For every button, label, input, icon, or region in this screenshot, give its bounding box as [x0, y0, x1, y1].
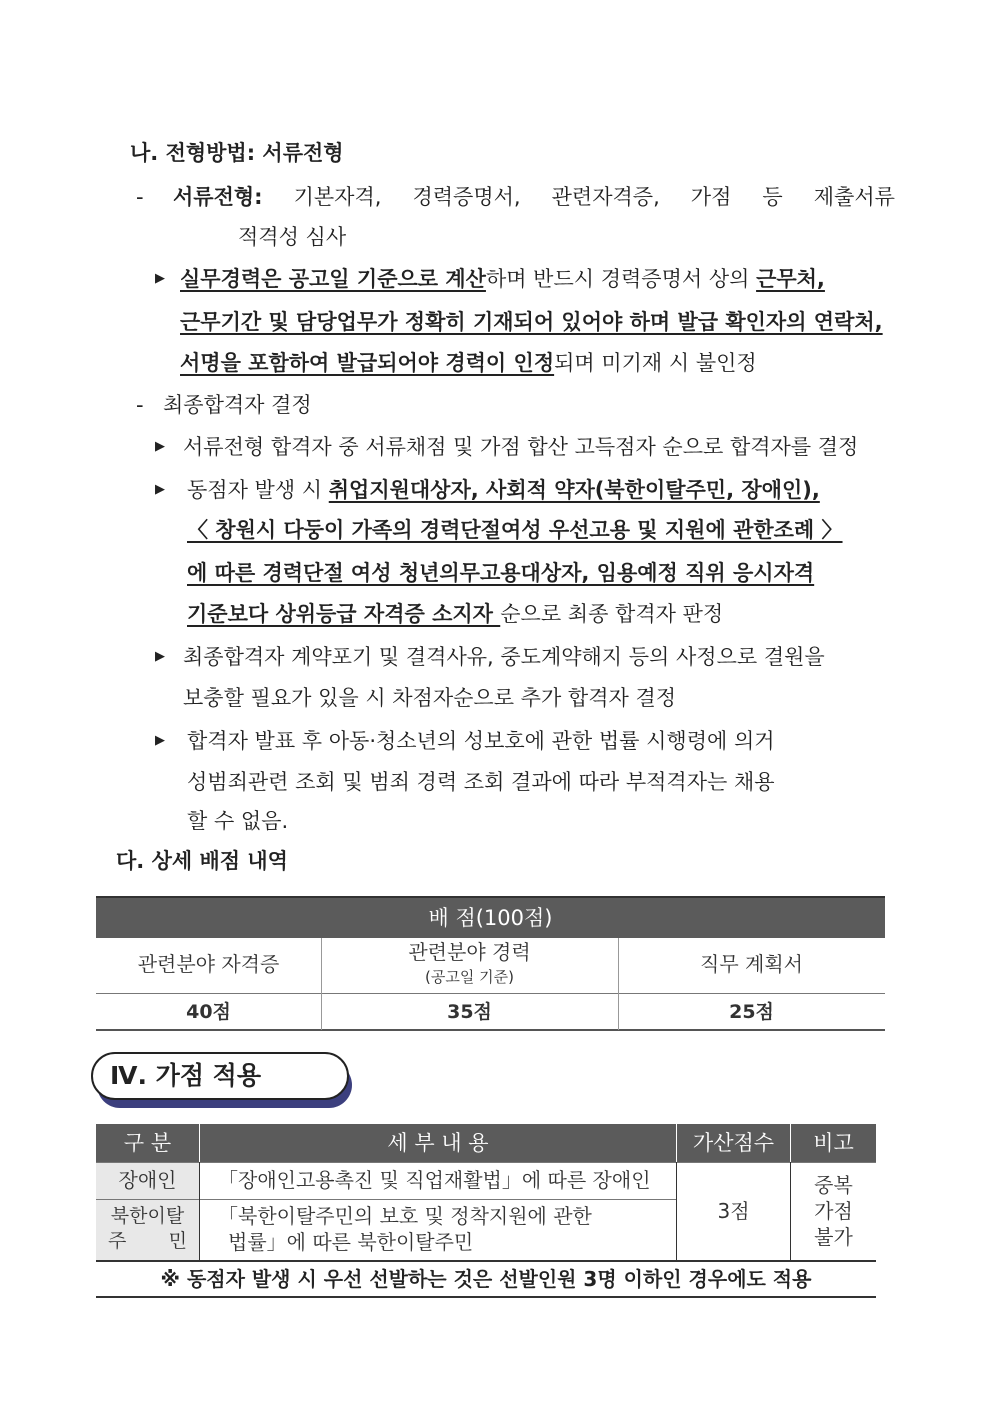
bonus-note-line-3: 불가 [814, 1225, 853, 1249]
final-bullet-2-line-3: 에 따른 경력단절 여성 청년의무고용대상자, 임용예정 직위 응시자격 [187, 561, 815, 585]
score-col-experience-sub: (공고일 기준) [425, 968, 514, 986]
score-col-experience: 관련분야 경력 [408, 940, 531, 964]
experience-line-1: 실무경력은 공고일 기준으로 계산하며 반드시 경력증명서 상의 근무처, [180, 267, 825, 291]
doc-review-label: 서류전형 [173, 185, 255, 209]
bonus-note-line-2: 가점 [814, 1199, 853, 1223]
bonus-row-defector-category-1: 북한이탈 [110, 1205, 185, 1227]
doc-review-line: 서류전형: 기본자격, 경력증명서, 관련자격증, 가점 등 제출서류 [173, 185, 895, 209]
bonus-row-defector-category-2: 주 민 [108, 1230, 187, 1252]
final-bullet-4-line-3: 할 수 없음. [187, 809, 289, 833]
bonus-row-defector-detail-1: 「북한이탈주민의 보호 및 정착지원에 관한 [218, 1204, 592, 1228]
final-bullet-3-line-1: 최종합격자 계약포기 및 결격사유, 중도계약해지 등의 사정으로 결원을 [183, 645, 825, 669]
doc-word: 관련자격증, [551, 185, 660, 209]
doc-word: 제출서류 [813, 185, 895, 209]
table-divider [96, 1260, 876, 1262]
table-divider [96, 1029, 885, 1031]
doc-review-line-2: 적격성 심사 [238, 225, 347, 249]
bonus-note-line-1: 중복 [814, 1173, 853, 1197]
bonus-header-note: 비고 [791, 1124, 876, 1162]
experience-line-2: 근무기간 및 담당업무가 정확히 기재되어 있어야 하며 발급 확인자의 연락처, [180, 310, 883, 334]
score-col-job-plan: 직무 계획서 [700, 952, 803, 976]
score-value-job-plan: 25점 [729, 1001, 774, 1023]
doc-word: 기본자격, [293, 185, 382, 209]
score-value-experience: 35점 [447, 1001, 492, 1023]
tie-break-footnote: ※ 동점자 발생 시 우선 선발하는 것은 선발인원 3명 이하인 경우에도 적용 [160, 1267, 812, 1291]
triangle-bullet-icon: ▶ [155, 649, 165, 664]
table-divider [96, 1162, 876, 1163]
experience-line-3: 서명을 포함하여 발급되어야 경력이 인정되며 미기재 시 불인정 [180, 351, 757, 375]
final-bullet-4-line-1: 합격자 발표 후 아동·청소년의 성보호에 관한 법률 시행령에 의거 [187, 729, 775, 753]
bonus-row-disabled-detail: 「장애인고용촉진 및 직업재활법」에 따른 장애인 [218, 1168, 651, 1192]
doc-word: 등 [762, 185, 783, 209]
dash-marker: - [136, 185, 144, 209]
triangle-bullet-icon: ▶ [155, 271, 165, 286]
doc-word: 경력증명서, [412, 185, 521, 209]
dash-marker: - [136, 393, 144, 417]
final-bullet-2-line-4: 기준보다 상위등급 자격증 소지자 순으로 최종 합격자 판정 [187, 602, 724, 626]
triangle-bullet-icon: ▶ [155, 482, 165, 497]
final-bullet-3-line-2: 보충할 필요가 있을 시 차점자순으로 추가 합격자 결정 [183, 686, 677, 710]
bonus-row-disabled-category: 장애인 [118, 1168, 177, 1192]
doc-word: 가점 [690, 185, 732, 209]
section-title-selection-method: 나. 전형방법: 서류전형 [130, 141, 344, 165]
final-bullet-4-line-2: 성범죄관련 조회 및 범죄 경력 조회 결과에 따라 부적격자는 채용 [187, 770, 775, 794]
bonus-header-points: 가산점수 [677, 1124, 790, 1162]
final-bullet-2-line-2: 〈 창원시 다둥이 가족의 경력단절여성 우선고용 및 지원에 관한조례 〉 [187, 518, 843, 542]
final-bullet-2-line-1: 동점자 발생 시 취업지원대상자, 사회적 약자(북한이탈주민, 장애인), [187, 478, 820, 502]
bonus-points-value: 3점 [717, 1199, 750, 1223]
score-table-header: 배 점(100점) [96, 896, 885, 938]
bonus-header-category: 구 분 [96, 1124, 199, 1162]
table-divider [199, 1162, 200, 1261]
score-value-certificate: 40점 [186, 1001, 231, 1023]
bonus-row-defector-detail-2: 법률」에 따른 북한이탈주민 [228, 1230, 474, 1254]
table-divider [96, 993, 885, 994]
section-title-bonus: Ⅳ. 가점 적용 [110, 1061, 261, 1090]
final-bullet-1: 서류전형 합격자 중 서류채점 및 가점 합산 고득점자 순으로 합격자를 결정 [183, 435, 859, 459]
bonus-header-detail: 세 부 내 용 [200, 1124, 676, 1162]
triangle-bullet-icon: ▶ [155, 439, 165, 454]
score-col-certificate: 관련분야 자격증 [137, 952, 280, 976]
section-title-score-details: 다. 상세 배점 내역 [116, 849, 288, 873]
table-divider [96, 1199, 677, 1200]
table-divider [96, 1296, 876, 1298]
final-decision-title: 최종합격자 결정 [163, 393, 312, 417]
triangle-bullet-icon: ▶ [155, 733, 165, 748]
